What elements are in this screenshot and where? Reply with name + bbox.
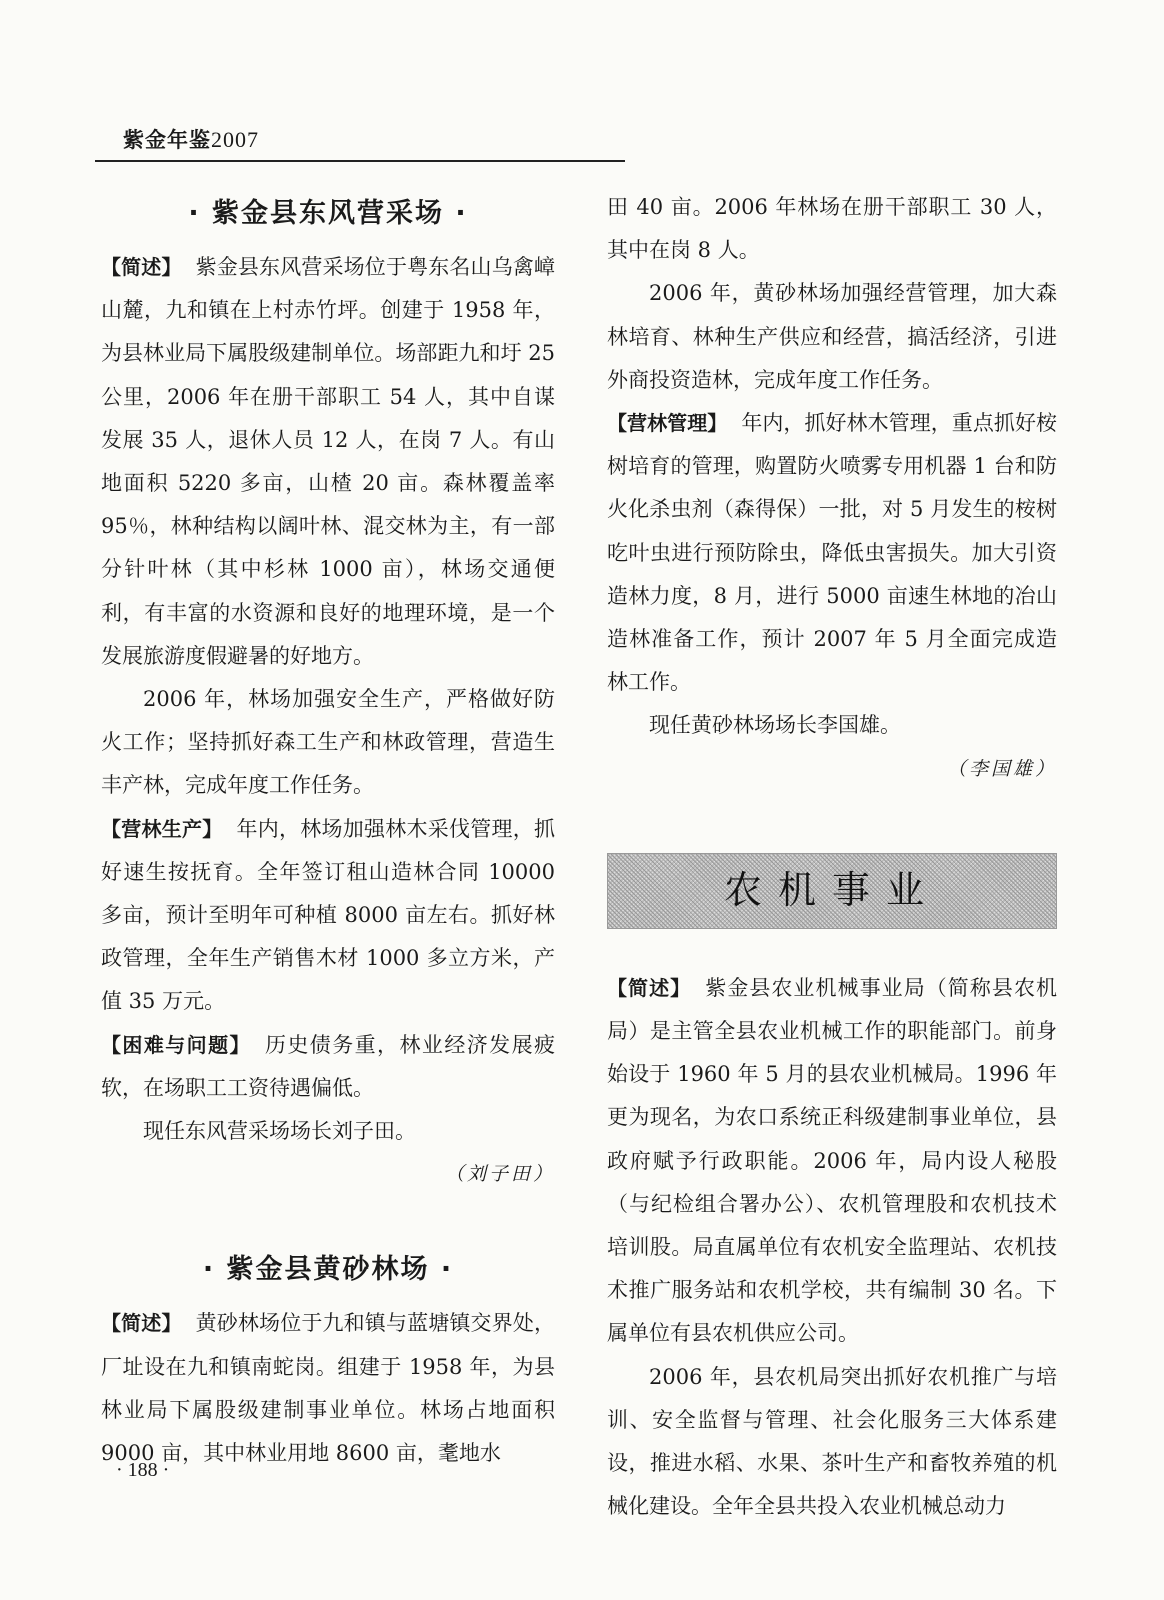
book-title: 紫金年鉴 <box>123 128 211 152</box>
paragraph <box>101 1024 555 1110</box>
section-title-huangsha: · 紫金县黄砂林场 · <box>202 1254 454 1286</box>
paragraph-text: 年内，抓好林木管理，重点抓好桉树培育的管理，购置防火喷雾专用机器 1 台和防火化杀虫剂（森得保）一批，对 5 月发生的桉树吃叶虫进行预防除虫，降低虫害损失。加大引资造林力度，8 月，进行 5000 亩速生林地的冶山造林准备工作，预计 2007 年 5 月全面完成造林工作。 <box>607 411 1058 695</box>
paragraph: 田 40 亩。2006 年林场在册干部职工 30 人，其中在岗 8 人。 <box>607 195 1057 263</box>
header-rule <box>95 160 625 162</box>
paragraph: 2006 年，黄砂林场加强经营管理，加大森林培育、林种生产供应和经营，搞活经济，引进外商投资造林，完成年度工作任务。 <box>607 281 1057 392</box>
section-tag: 【困难与问题】 <box>101 1032 251 1057</box>
paragraph <box>607 967 1057 1356</box>
author-credit: （李国雄） <box>946 757 1057 780</box>
banner-gap <box>607 929 1057 967</box>
page-number: · 188 · <box>116 1459 170 1481</box>
section-tag: 【营林管理】 <box>607 411 728 436</box>
paragraph <box>101 246 555 678</box>
paragraph-text: 紫金县东风营采场位于粤东名山乌禽嶂山麓，九和镇在上村赤竹坪。创建于 1958 年，为县林业局下属股级建制单位。场部距九和圩 25 公里，2006 年在册干部职工 54 人，其中自谋发展 35 人，退休人员 12 人，在岗 7 人。有山地面积 5220 多亩，山楂 20 亩。森林覆盖率 95％，林种结构以阔叶林、混交林为主，有一部分针叶林（其中杉林 1000 亩），林场交通便利，有丰富的水资源和良好的地理环境，是一个发展旅游度假避暑的好地方。 <box>101 255 556 668</box>
paragraph <box>101 1302 555 1475</box>
paragraph-text: 历史债务重，林业经济发展疲软，在场职工工资待遇偏低。 <box>101 1032 556 1100</box>
paragraph: 现任黄砂林场场长李国雄。 <box>649 713 901 738</box>
section-tag: 【营林生产】 <box>101 816 223 841</box>
author-credit: （刘子田） <box>444 1163 555 1186</box>
section-spacer <box>101 1196 555 1238</box>
section-title-dongfengying: · 紫金县东风营采场 · <box>188 198 468 229</box>
left-column <box>101 182 555 1475</box>
running-head <box>123 124 259 154</box>
chapter-banner <box>607 853 1057 929</box>
paragraph-text: 紫金县农业机械事业局（简称县农机局）是主管全县农业机械工作的职能部门。前身始设于 1960 年 5 月的县农业机械局。1996 年更为现名，为农口系统正科级建制事业单位，县政府赋予行政职能。2006 年，局内设人秘股（与纪检组合署办公）、农机管理股和农机技术培训股。局直属单位有农机安全监理站、农机技术推广服务站和农机学校，共有编制 30 名。下属单位有县农机供应公司。 <box>607 975 1058 1346</box>
book-year: 2007 <box>211 127 259 152</box>
paragraph: 现任东风营采场场长刘子田。 <box>143 1119 416 1144</box>
paragraph-text: 黄砂林场位于九和镇与蓝塘镇交界处，厂址设在九和镇南蛇岗。组建于 1958 年，为县林业局下属股级建制事业单位。林场占地面积 9000 亩，其中林业用地 8600 亩，耄地水 <box>101 1311 556 1466</box>
section-tag: 【简述】 <box>607 975 692 1000</box>
paragraph: 2006 年，林场加强安全生产，严格做好防火工作；坚持抓好森工生产和林政管理，营造生丰产林，完成年度工作任务。 <box>101 687 555 798</box>
section-tag: 【简述】 <box>101 1311 182 1336</box>
section-tag: 【简述】 <box>101 255 182 279</box>
paragraph-text: 年内，林场加强林木采伐管理，抓好速生按抚育。全年签订租山造林合同 10000 多亩，预计至明年可种植 8000 亩左右。抓好林政管理，全年生产销售木材 1000 多立方米，产值 35 万元。 <box>101 816 555 1014</box>
paragraph <box>607 402 1057 704</box>
right-column <box>607 186 1057 1528</box>
paragraph: 2006 年，县农机局突出抓好农机推广与培训、安全监督与管理、社会化服务三大体系建设，推进水稻、水果、茶叶生产和畜牧养殖的机械化建设。全年全县共投入农业机械总动力 <box>607 1364 1057 1519</box>
paragraph <box>101 808 555 1024</box>
chapter-banner-title: 农机事业 <box>723 868 940 913</box>
